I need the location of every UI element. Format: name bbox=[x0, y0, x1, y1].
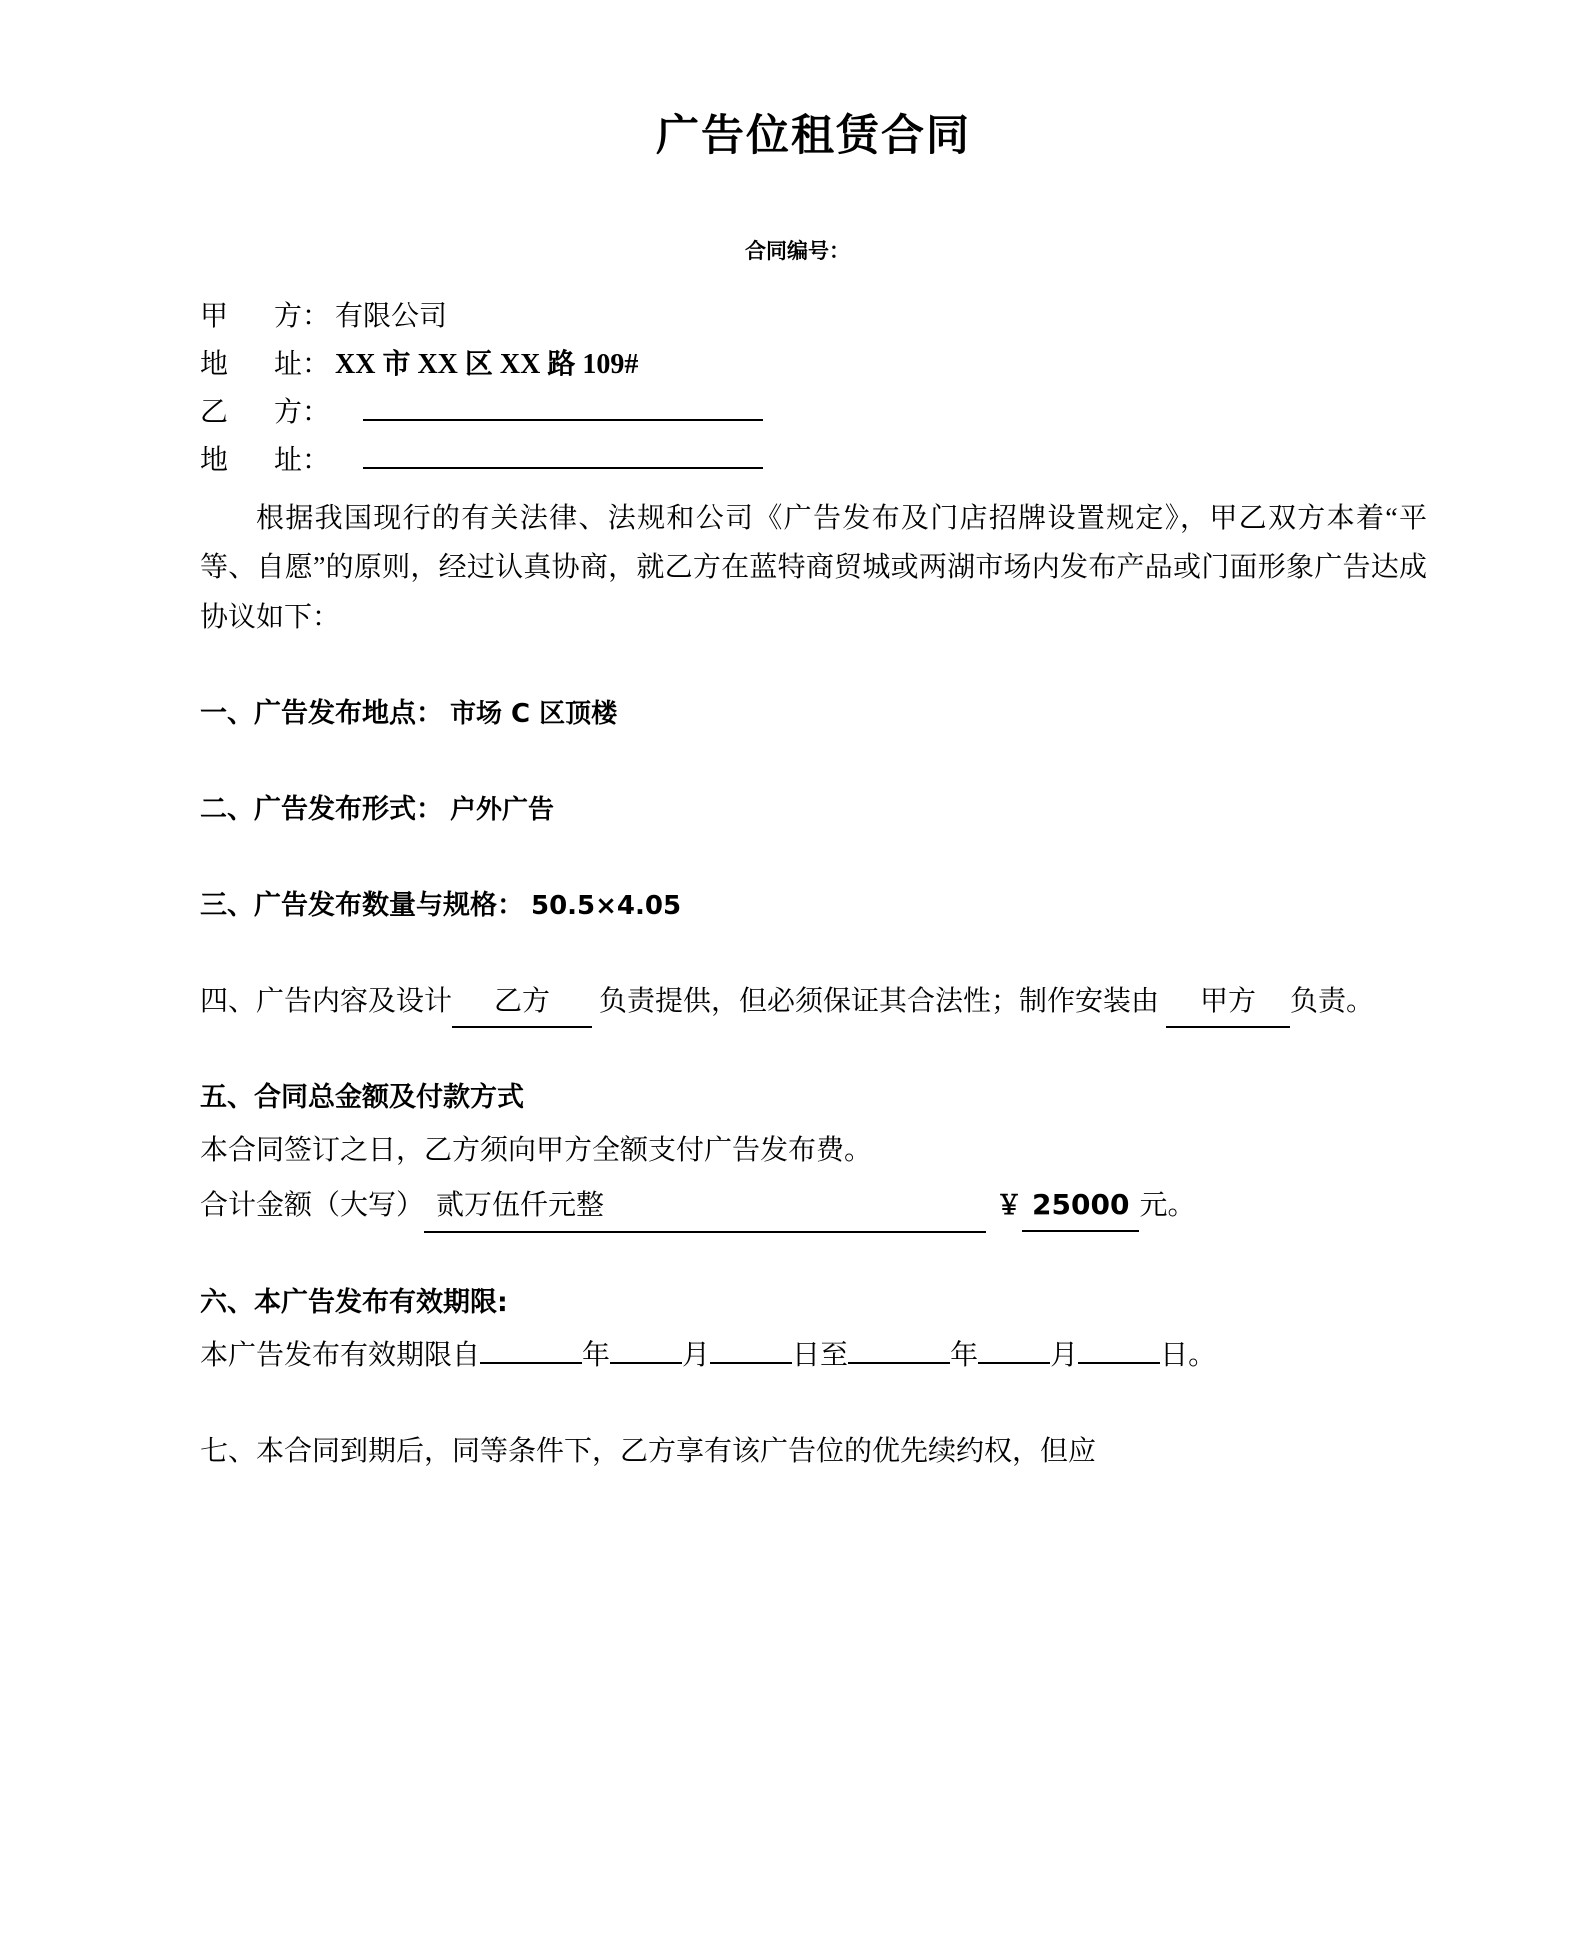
party-label-jiafang-address: 地 址： bbox=[200, 349, 331, 381]
clause-2 bbox=[200, 785, 1427, 835]
clause-4-prefix: 四、广告内容及设计 bbox=[200, 985, 453, 1017]
preamble-paragraph: 根据我国现行的有关法律、法规和公司《广告发布及门店招牌设置规定》，甲乙双方本着“平等、自愿”的原则，经过认真协商，就乙方在蓝特商贸城或两湖市场内发布产品或门面形象广告达成协议如下： bbox=[200, 502, 1427, 634]
clause-5-line-1: 本合同签订之日，乙方须向甲方全额支付广告发布费。 bbox=[200, 1135, 873, 1167]
end-month-blank[interactable] bbox=[978, 1362, 1050, 1364]
party-label-yifang-address: 地 址： bbox=[200, 445, 331, 477]
start-month-blank[interactable] bbox=[610, 1362, 682, 1364]
clause-3-head: 三、广告发布数量与规格： bbox=[200, 889, 524, 921]
party-row-jiafang-address bbox=[200, 341, 1427, 389]
clause-3 bbox=[200, 881, 1427, 931]
yifang-address-blank[interactable] bbox=[363, 466, 763, 469]
end-day-blank[interactable] bbox=[1078, 1362, 1160, 1364]
party-row-yifang bbox=[200, 389, 1427, 437]
clause-4-middle: 负责提供，但必须保证其合法性；制作安装由 bbox=[599, 985, 1160, 1017]
yifang-name-blank[interactable] bbox=[363, 418, 763, 421]
clause-1-head: 一、广告发布地点： bbox=[200, 698, 443, 730]
party-row-yifang-address bbox=[200, 437, 1427, 485]
party-row-jiafang bbox=[200, 293, 1427, 341]
clause-6-period-line bbox=[200, 1331, 1427, 1381]
start-day-unit: 日至 bbox=[792, 1340, 849, 1372]
party-label-yifang: 乙 方： bbox=[200, 397, 331, 429]
page-title: 广告位租赁合同 bbox=[656, 111, 971, 161]
clause-6-head: 六、本广告发布有效期限: bbox=[200, 1287, 508, 1319]
clause-5-amount-number[interactable]: 25000 bbox=[1022, 1180, 1139, 1232]
clause-2-head: 二、广告发布形式： bbox=[200, 793, 443, 825]
start-month-unit: 月 bbox=[682, 1340, 711, 1372]
end-day-unit: 日。 bbox=[1160, 1340, 1217, 1372]
end-year-unit: 年 bbox=[950, 1340, 979, 1372]
clause-5-amount-unit: 元。 bbox=[1139, 1190, 1196, 1222]
clause-6-prefix: 本广告发布有效期限自 bbox=[200, 1340, 481, 1372]
clause-7: 七、本合同到期后，同等条件下，乙方享有该广告位的优先续约权，但应 bbox=[200, 1436, 1097, 1467]
clause-5-line-2 bbox=[200, 1180, 1427, 1233]
clause-4-suffix: 负责。 bbox=[1290, 985, 1375, 1017]
clause-5-amount-words[interactable]: 贰万伍仟元整 bbox=[424, 1181, 986, 1233]
clause-5-head: 五、合同总金额及付款方式 bbox=[200, 1082, 524, 1114]
end-month-unit: 月 bbox=[1050, 1340, 1079, 1372]
clause-4 bbox=[200, 977, 1427, 1029]
start-year-unit: 年 bbox=[582, 1340, 611, 1372]
clause-4-fill-installer[interactable]: 甲方 bbox=[1166, 977, 1290, 1029]
clause-5-amount-prefix: 合计金额（大写） bbox=[200, 1190, 425, 1222]
party-value-jiafang: 有限公司 bbox=[335, 301, 448, 332]
party-block bbox=[200, 293, 1427, 486]
clause-3-value: 50.5×4.05 bbox=[531, 890, 682, 921]
clause-1-value: 市场 C 区顶楼 bbox=[450, 699, 618, 730]
contract-number-label: 合同编号： bbox=[745, 239, 850, 263]
start-year-blank[interactable] bbox=[480, 1362, 582, 1364]
clause-1 bbox=[200, 689, 1427, 739]
clause-5 bbox=[200, 1074, 1427, 1233]
clause-2-value: 户外广告 bbox=[450, 794, 555, 825]
end-year-blank[interactable] bbox=[848, 1362, 950, 1364]
clause-6 bbox=[200, 1279, 1427, 1381]
party-value-jiafang-address: XX 市 XX 区 XX 路 109# bbox=[335, 349, 639, 381]
clause-4-fill-content-provider[interactable]: 乙方 bbox=[452, 977, 592, 1029]
party-label-jiafang: 甲 方： bbox=[200, 301, 331, 332]
currency-symbol: ￥ bbox=[996, 1191, 1023, 1222]
start-day-blank[interactable] bbox=[710, 1362, 792, 1364]
